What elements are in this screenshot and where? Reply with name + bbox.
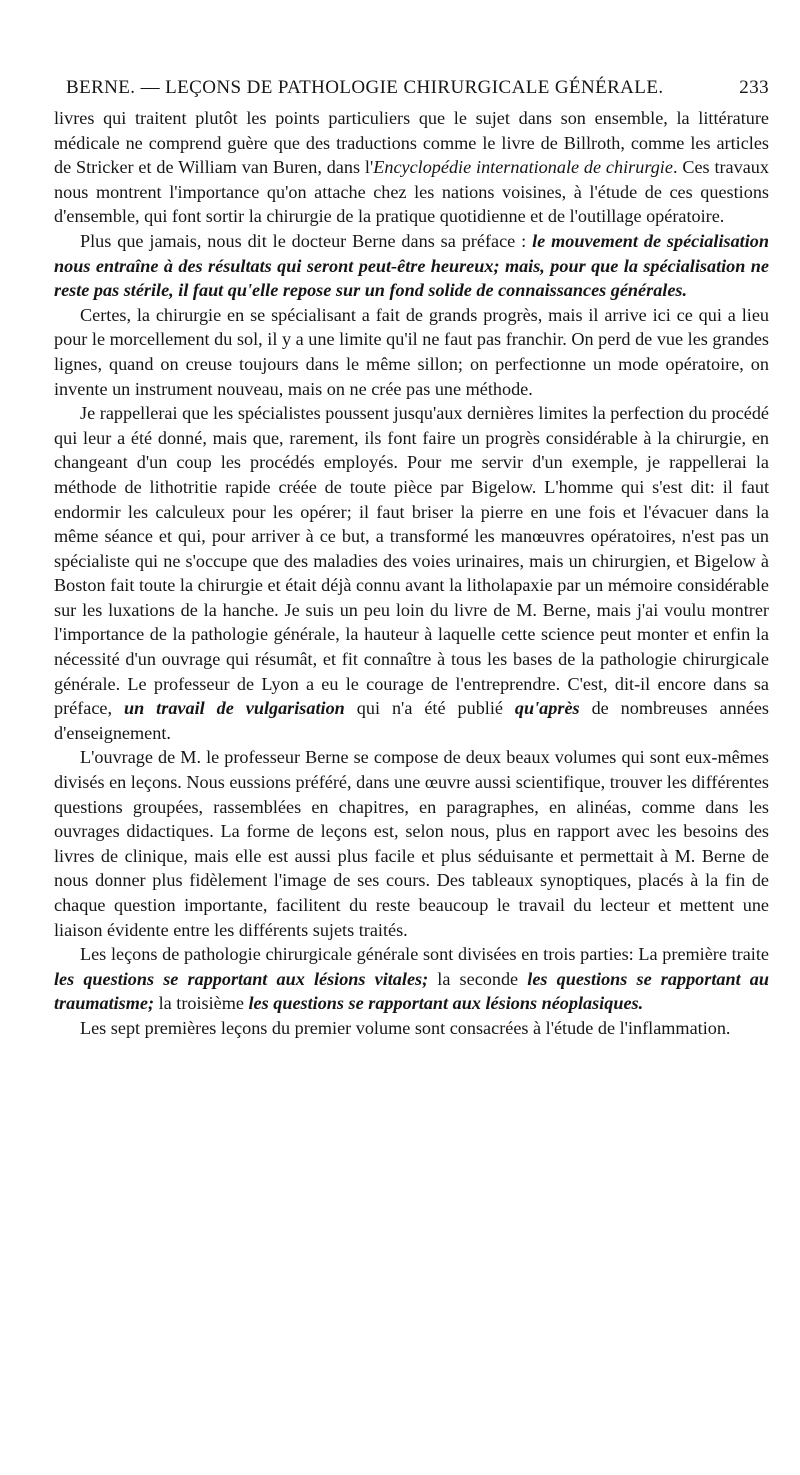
- part-two-title: les questions se rapportant au traumatisme;: [54, 968, 769, 1014]
- paragraph-2: [54, 229, 769, 303]
- paragraph-3-text: Certes, la chirurgie en se spécialisant a fait de grands progrès, mais il arrive ici ce qui a lieu pour le morcellement du sol, il y a une limite qu'il ne faut pas franchir. On perd de vue les grandes lignes, quand on creuse toujours dans le même sillon; on perfectionne un mode opératoire, on invente un instrument nouveau, mais on ne crée pas une méthode.: [54, 304, 769, 399]
- paragraph-1: [54, 106, 769, 229]
- paragraph-1-text-a: livres qui traitent plutôt les points particuliers que le sujet dans son ensemble, la littérature médicale ne comprend guère que des traductions comme le livre de Billroth, comme les articles de Stricker et de William van Buren, dans: [54, 108, 769, 178]
- running-title: BERNE. — LEÇONS DE PATHOLOGIE CHIRURGICALE GÉNÉRALE.: [66, 77, 664, 98]
- paragraph-5-text: L'ouvrage de M. le professeur Berne se compose de deux beaux volumes qui sont eux-mêmes divisés en leçons. Nous eussions préféré, dans une œuvre aussi scientifique, trouver les différentes questions groupées, rassemblées en chapitres, en paragraphes, en alinéas, comme dans les ouvrages didactiques. La forme de leçons est, selon nous, plus en rapport avec les besoins des livres de clinique, mais elle est aussi plus facile et plus séduisante et permettait à M. Berne de nous donner plus fidèlement l'image de ses cours. Des tableaux synoptiques, placés à la fin de chaque question importante, facilitent du reste beaucoup le travail du lecteur et mettent une liaison évidente entre les différents sujets traités.: [54, 747, 769, 940]
- page-number: 233: [739, 77, 769, 98]
- paragraph-1-text-b: . Ces travaux nous montrent l'importance qu'on attache chez les nations voisines, à l'étude de ces questions d'ensemble, qui font sortir la chirurgie de la pratique quotidienne et de l'outillage opératoire.: [54, 157, 769, 227]
- paragraph-6-text-b: la seconde: [428, 968, 528, 989]
- paragraph-7-text: Les sept premières leçons du premier volume sont consacrées à l'étude de l'inflammation.: [80, 1017, 731, 1038]
- paragraph-1-article: l': [364, 157, 374, 178]
- part-three-title: les questions se rapportant aux lésions néoplasiques.: [248, 993, 644, 1014]
- part-one-title: les questions se rapportant aux lésions vitales;: [54, 968, 429, 989]
- paragraph-5: [54, 745, 769, 942]
- paragraph-3: [54, 303, 769, 401]
- running-header: [54, 76, 769, 100]
- preface-quote: le mouvement de spécialisation nous entraîne à des résultats qui seront peut-être heureux; mais, pour que la spécialisation ne reste pas stérile, il faut qu'elle repose sur un fond solide de connaissances générales.: [54, 230, 769, 301]
- book-page: [54, 76, 769, 1041]
- vulgarisation-quote: un travail de vulgarisation: [124, 698, 345, 719]
- paragraph-6-text-a: Les leçons de pathologie chirurgicale générale sont divisées en trois parties: La première traite: [80, 944, 769, 965]
- paragraph-7: [54, 1016, 769, 1041]
- body-text: [54, 106, 769, 1041]
- paragraph-4-text-a: Je rappellerai que les spécialistes poussent jusqu'aux dernières limites la perfection du procédé qui leur a été donné, mais que, rarement, ils font faire un progrès considérable à la chirurgie, en changeant d'un coup les procédés employés. Pour me servir d'un exemple, je rappellerai la méthode de lithotritie rapide créée de toute pièce par Bigelow. L'homme qui s'est dit: il faut endormir les calculeux pour les opérer; il faut briser la pierre en une fois et l'évacuer dans la même séance et qui, pour arriver à ce but, a transformé les manœuvres opératoires, n'est pas un spécialiste qui ne s'occupe que des maladies des voies urinaires, mais un chirurgien, et Bigelow à Boston fait toute la chirurgie et était déjà connu avant la litholapaxie par un mémoire considérable sur les luxations de la hanche. Je suis un peu loin du livre de M. Berne, mais j'ai voulu montrer l'importance de la pathologie générale, la hauteur à laquelle cette science peut monter et enfin la nécessité d'un ouvrage qui résumât, et fit connaître à tous les bases de la pathologie chirurgicale générale. Le professeur de Lyon a eu le courage de l'entreprendre. C'est, dit-il encore dans sa préface,: [54, 403, 769, 719]
- paragraph-4-text-c: de nombreuses années d'enseignement.: [54, 698, 769, 743]
- encyclopedie-title: Encyclopédie internationale de chirurgie: [373, 157, 673, 178]
- apres-quote: qu'après: [514, 698, 580, 719]
- paragraph-2-text: Plus que jamais, nous dit le docteur Berne dans sa préface :: [80, 230, 533, 251]
- paragraph-6: [54, 942, 769, 1016]
- paragraph-4-text-b: qui n'a été publié: [344, 698, 515, 719]
- paragraph-6-text-c: la troisième: [154, 993, 249, 1014]
- paragraph-4: [54, 401, 769, 745]
